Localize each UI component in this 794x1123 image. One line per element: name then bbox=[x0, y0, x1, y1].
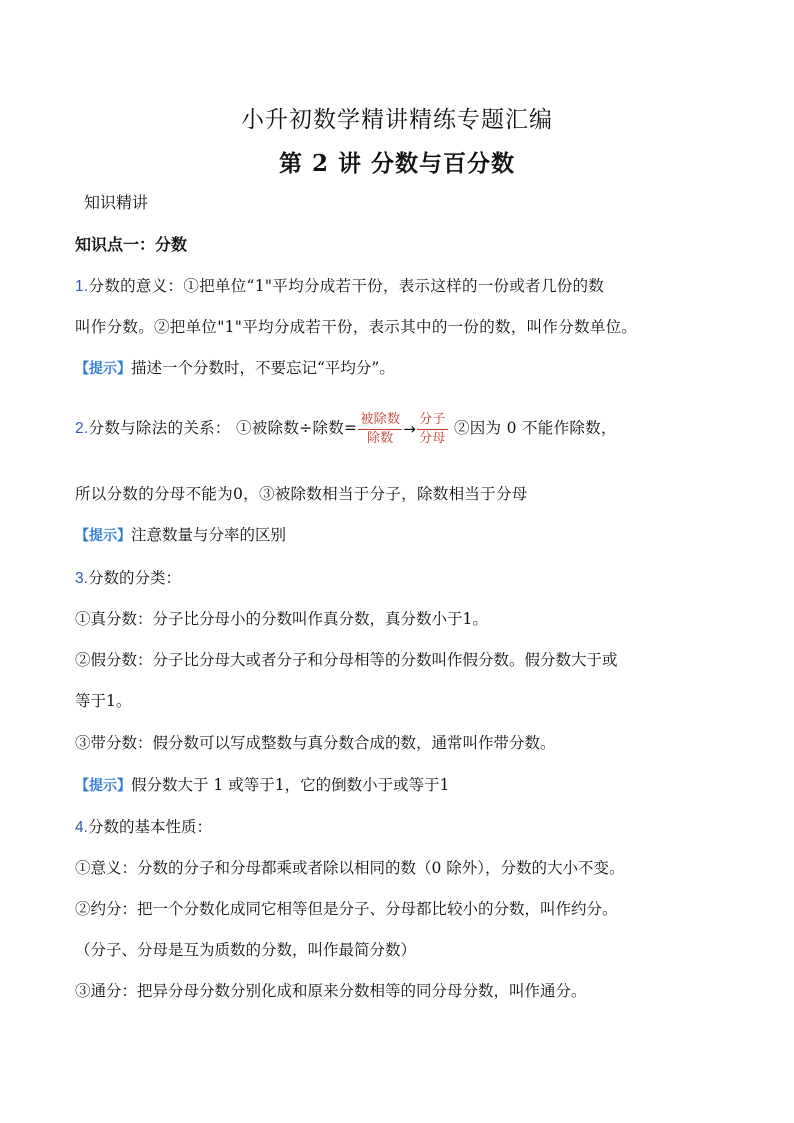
p4-heading bbox=[75, 815, 212, 837]
p3-improper-fraction-2: 等于1。 bbox=[75, 692, 132, 710]
tip2-text: 注意数量与分率的区别 bbox=[131, 526, 287, 544]
p1-text1: 分数的意义：①把单位“1"平均分成若干份，表示这样的一份或者几份的数 bbox=[88, 277, 605, 295]
fraction-numerator-denominator bbox=[417, 411, 448, 448]
p1-number: 1. bbox=[75, 278, 89, 295]
p3-proper-fraction: ①真分数：分子比分母小的分数叫作真分数，真分数小于1。 bbox=[75, 610, 488, 628]
p4-number: 4. bbox=[75, 819, 88, 836]
p4-meaning: ①意义：分数的分子和分母都乘或者除以相同的数（0 除外），分数的大小不变。 bbox=[75, 859, 625, 877]
tip2 bbox=[75, 523, 286, 545]
section-heading: 知识精讲 bbox=[84, 193, 149, 212]
fraction-dividend-divisor bbox=[358, 411, 402, 448]
tip1-label: 【提示】 bbox=[75, 361, 131, 377]
p3-improper-fraction-1: ②假分数：分子比分母大或者分子和分母相等的分数叫作假分数。假分数大于或 bbox=[75, 651, 618, 669]
p1-line2: 叫作分数。②把单位"1"平均分成若干份，表示其中的一份的数，叫作分数单位。 bbox=[75, 318, 638, 336]
tip2-label: 【提示】 bbox=[75, 528, 131, 544]
p2-lead: 分数与除法的关系： ①被除数÷除数= bbox=[88, 419, 358, 437]
frac2-numerator: 分子 bbox=[417, 411, 448, 430]
p4-heading-text: 分数的基本性质： bbox=[87, 818, 212, 836]
lecture-title: 第 2 讲 分数与百分数 bbox=[278, 150, 516, 177]
tip3-label: 【提示】 bbox=[75, 778, 131, 794]
p4-reduction: ②约分：把一个分数化成同它相等但是分子、分母都比较小的分数，叫作约分。 bbox=[75, 900, 618, 918]
p2-line2: 所以分数的分母不能为0，③被除数相当于分子，除数相当于分母 bbox=[75, 485, 528, 503]
tip3-text: 假分数大于 1 或等于1，它的倒数小于或等于1 bbox=[131, 776, 450, 794]
p2-line1 bbox=[75, 405, 617, 451]
tip1 bbox=[75, 356, 395, 378]
page-title: 小升初数学精讲精练专题汇编 bbox=[241, 107, 553, 133]
p4-common-denominator: ③通分：把异分母分数分别化成和原来分数相等的同分母分数，叫作通分。 bbox=[75, 982, 587, 1000]
p2-number: 2. bbox=[75, 420, 89, 437]
p3-heading bbox=[75, 566, 181, 588]
arrow-icon: → bbox=[403, 420, 417, 438]
knowledge-point-heading: 知识点一：分数 bbox=[75, 235, 188, 254]
frac2-denominator: 分母 bbox=[419, 430, 446, 446]
p1-line1 bbox=[75, 274, 604, 296]
p4-simplest-note: （分子、分母是互为质数的分数，叫作最简分数） bbox=[75, 941, 417, 959]
p3-number: 3. bbox=[75, 570, 88, 587]
p2-tail: ②因为 0 不能作除数， bbox=[448, 419, 617, 437]
frac1-denominator: 除数 bbox=[366, 430, 394, 446]
tip1-text: 描述一个分数时，不要忘记“平均分”。 bbox=[131, 359, 395, 377]
tip3 bbox=[75, 773, 449, 795]
p3-heading-text: 分数的分类： bbox=[87, 569, 181, 587]
p3-mixed-number: ③带分数：假分数可以写成整数与真分数合成的数，通常叫作带分数。 bbox=[75, 734, 556, 752]
frac1-numerator: 被除数 bbox=[358, 411, 402, 430]
